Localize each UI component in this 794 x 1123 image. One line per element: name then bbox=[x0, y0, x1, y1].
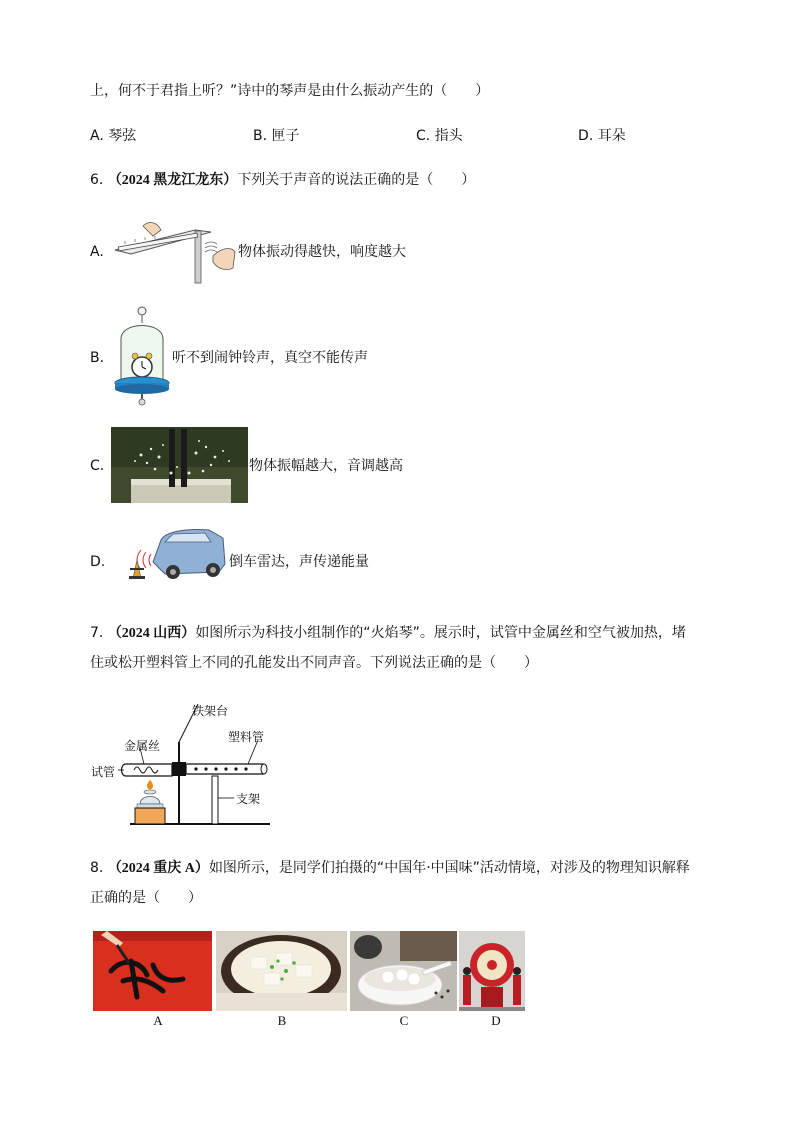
q5-option-b bbox=[253, 126, 300, 146]
q5-option-d bbox=[578, 126, 626, 146]
q5-option-a bbox=[90, 126, 136, 146]
photo-label-d: D bbox=[491, 1013, 501, 1028]
option-text: 琴弦 bbox=[108, 128, 137, 144]
q6-option-b-text: 听不到闹钟铃声，真空不能传声 bbox=[172, 350, 368, 366]
label-metal-wire: 金属丝 bbox=[124, 739, 161, 753]
q6-stem bbox=[90, 170, 475, 191]
option-letter: C. bbox=[416, 128, 431, 144]
question-source: （2024 黑龙江龙东） bbox=[107, 173, 238, 188]
question-stem: 如图所示，是同学们拍摄的“中国年·中国味”活动情境，对涉及的物理知识解释 bbox=[208, 860, 690, 876]
q6-option-c-text: 物体振幅越大，音调越高 bbox=[249, 458, 403, 474]
question-number: 7. bbox=[90, 625, 104, 641]
q7-stem-line2: 住或松开塑料管上不同的孔能发出不同声音。下列说法正确的是（ ） bbox=[90, 655, 538, 671]
photo-label-b: B bbox=[277, 1013, 287, 1028]
option-letter: B. bbox=[253, 128, 268, 144]
q5-stem-continuation: 上，何不于君指上听？”诗中的琴声是由什么振动产生的（ ） bbox=[90, 83, 490, 99]
photo-label-a: A bbox=[153, 1013, 163, 1028]
q6-option-d-text: 倒车雷达，声传递能量 bbox=[229, 554, 369, 570]
calligraphy-photo-icon bbox=[93, 931, 212, 1011]
q6-option-a-text: 物体振动得越快，响度越大 bbox=[238, 244, 406, 260]
photo-label-c: C bbox=[399, 1013, 409, 1028]
option-text: 指头 bbox=[434, 128, 463, 144]
q6-option-c-letter: C. bbox=[90, 458, 105, 474]
option-text: 匣子 bbox=[271, 128, 300, 144]
question-stem: 如图所示为科技小组制作的“火焰琴”。展示时，试管中金属丝和空气被加热，堵 bbox=[195, 625, 686, 641]
q6-option-d-letter: D. bbox=[90, 554, 106, 570]
question-number: 6. bbox=[90, 172, 104, 188]
q7-stem-line1 bbox=[90, 623, 686, 644]
drum-performance-photo-icon bbox=[459, 931, 525, 1011]
q5-option-c bbox=[416, 126, 463, 146]
label-test-tube: 试管 bbox=[91, 765, 116, 779]
label-plastic-pipe: 塑料管 bbox=[228, 730, 265, 744]
q6-option-a-letter: A. bbox=[90, 244, 104, 260]
question-source: （2024 重庆 A） bbox=[107, 861, 209, 876]
q6-option-b-letter: B. bbox=[90, 350, 105, 366]
option-letter: A. bbox=[90, 128, 104, 144]
label-iron-stand: 铁架台 bbox=[192, 704, 229, 718]
q8-stem-line2: 正确的是（ ） bbox=[90, 890, 202, 906]
q8-stem-line1 bbox=[90, 858, 690, 879]
option-letter: D. bbox=[578, 128, 594, 144]
question-source: （2024 山西） bbox=[107, 626, 196, 641]
tangyuan-photo-icon bbox=[350, 931, 457, 1011]
car-reversing-radar-icon bbox=[125, 524, 227, 582]
tuning-fork-water-splash-icon bbox=[111, 427, 248, 503]
question-stem: 下列关于声音的说法正确的是（ ） bbox=[237, 172, 476, 188]
label-support: 支架 bbox=[236, 792, 261, 806]
flame-organ-diagram bbox=[88, 700, 288, 830]
option-text: 耳朵 bbox=[597, 128, 626, 144]
bell-jar-alarm-clock-icon bbox=[113, 305, 171, 409]
question-number: 8. bbox=[90, 860, 104, 876]
tofu-soup-photo-icon bbox=[216, 931, 347, 1011]
ruler-on-table-icon bbox=[113, 218, 237, 284]
